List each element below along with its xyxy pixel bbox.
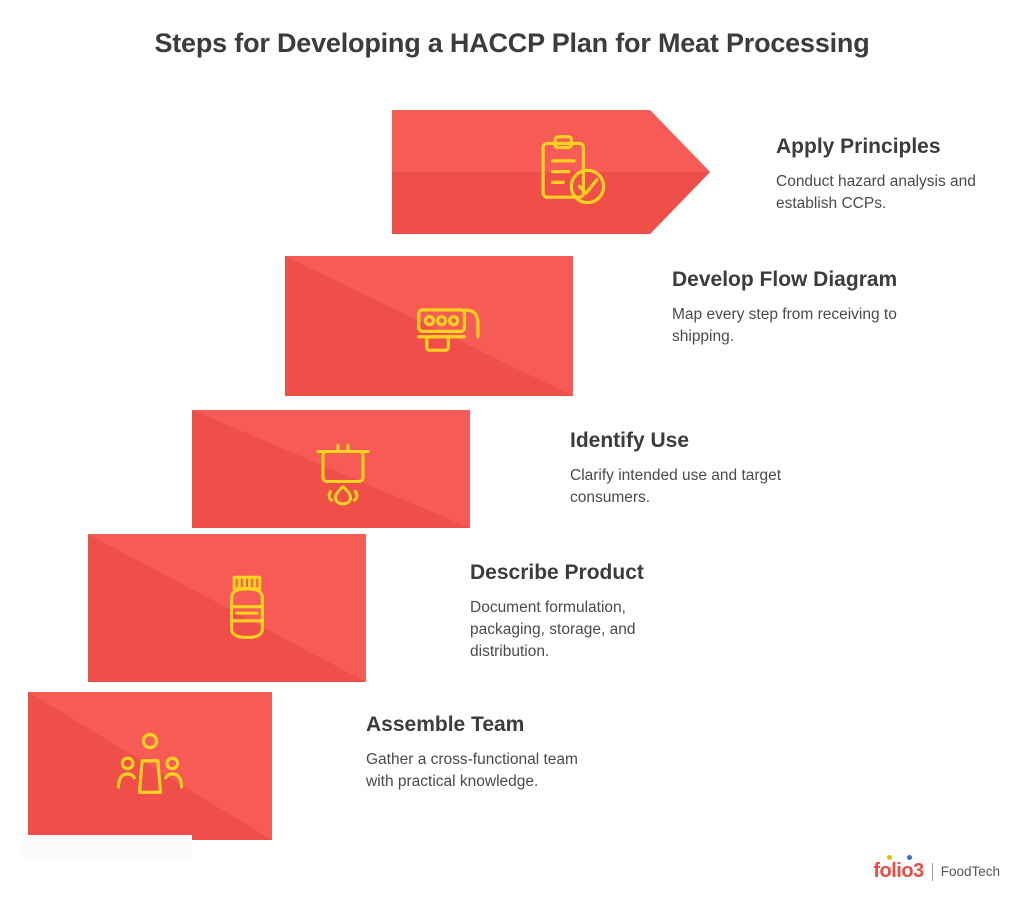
- step-text-apply-principles: [776, 132, 1006, 215]
- step-heading: Identify Use: [570, 429, 690, 452]
- step-text-assemble-team: [366, 710, 596, 793]
- step-description: Document formulation, packaging, storage, and distribution.: [470, 599, 636, 660]
- step-text-develop-flow-diagram: [672, 265, 902, 348]
- team-icon: [108, 724, 192, 808]
- step-heading: Assemble Team: [366, 713, 525, 736]
- step-description: Map every step from receiving to shipping.: [672, 306, 897, 345]
- logo-mark-text: folio3: [873, 860, 924, 882]
- logo-divider: [932, 863, 933, 881]
- product-jar-icon: [206, 567, 288, 649]
- watermark-area: [22, 835, 192, 861]
- logo-subtitle: FoodTech: [940, 864, 1000, 879]
- logo-mark: [873, 860, 923, 883]
- step-description: Gather a cross-functional team with practical knowledge.: [366, 751, 578, 790]
- step-description: Clarify intended use and target consumers.: [570, 467, 782, 506]
- step-heading: Apply Principles: [776, 135, 941, 158]
- step-text-describe-product: [470, 558, 705, 663]
- conveyor-belt-icon: [408, 283, 494, 369]
- page-title: Steps for Developing a HACCP Plan for Meat Processing: [154, 28, 870, 58]
- step-heading: Describe Product: [470, 561, 644, 584]
- step-text-identify-use: [570, 426, 800, 509]
- brand-logo: [873, 860, 1000, 883]
- step-heading: Develop Flow Diagram: [672, 268, 898, 291]
- clipboard-check-icon: [527, 130, 613, 216]
- haccp-steps-diagram: [0, 110, 1024, 870]
- cooking-pot-icon: [303, 429, 383, 509]
- step-description: Conduct hazard analysis and establish CCPs.: [776, 173, 976, 212]
